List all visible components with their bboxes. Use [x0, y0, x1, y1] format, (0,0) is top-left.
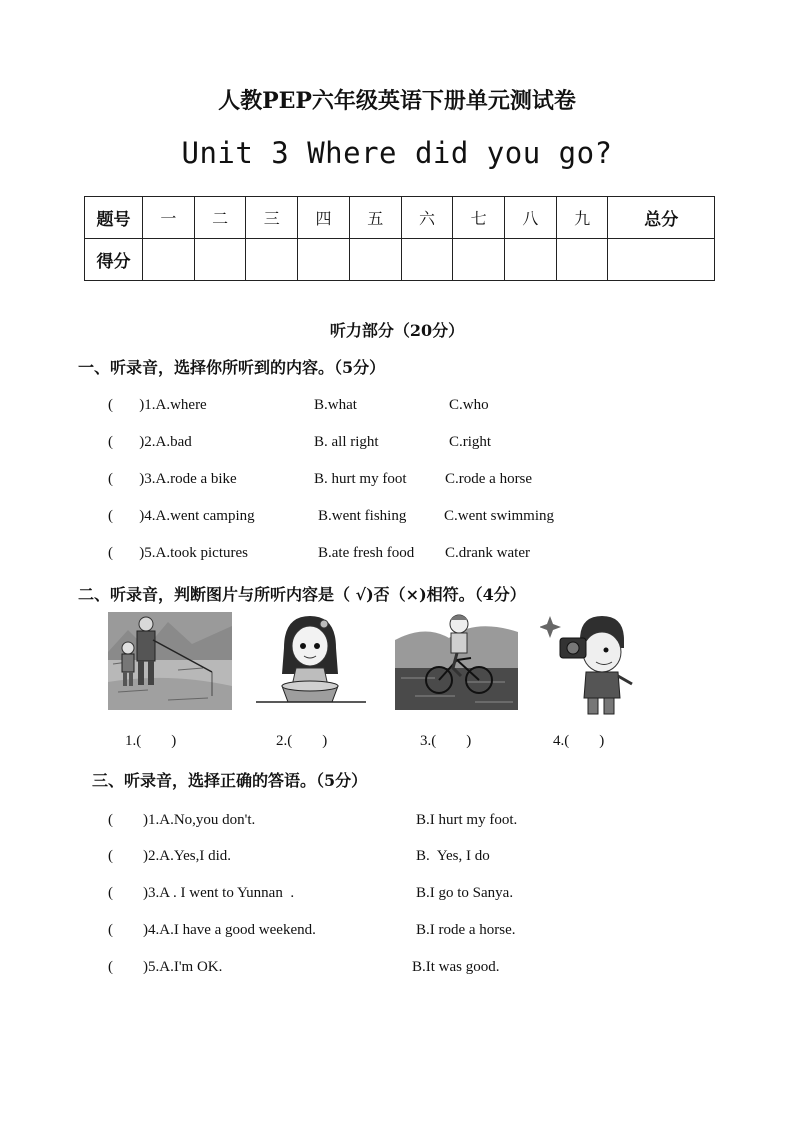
score-table-cell: 八	[505, 197, 557, 239]
fishing-picture	[108, 612, 232, 710]
s1-q2-b: B. all right	[314, 434, 379, 450]
s1-q4-c: C.went swimming	[444, 508, 555, 524]
score-table-cell: 题号	[85, 197, 143, 239]
s1-q5-a: ( )5.A.took pictures	[108, 545, 248, 561]
s1-q3-c: C.rode a horse	[445, 471, 533, 487]
listening-section-title: 听力部分（20分）	[329, 321, 465, 340]
score-cell-blank[interactable]	[401, 239, 453, 281]
s1-q1-c: C.who	[449, 397, 489, 413]
s3-q1-a: ( )1.A.No,you don't.	[108, 812, 256, 828]
page-title-english: Unit 3 Where did you go?	[181, 136, 613, 170]
s1-q2-c: C.right	[449, 434, 492, 450]
s1-q3-b: B. hurt my foot	[314, 471, 407, 487]
s3-q4-b: B.I rode a horse.	[416, 922, 516, 938]
score-cell-blank[interactable]	[349, 239, 401, 281]
picture-answer-2[interactable]: 2.( )	[276, 733, 328, 749]
score-table-cell: 九	[556, 197, 608, 239]
s1-q1-b: B.what	[314, 397, 357, 413]
score-table	[84, 196, 715, 281]
score-table-cell: 四	[298, 197, 350, 239]
page-title-chinese: 人教PEP六年级英语下册单元测试卷	[218, 88, 576, 114]
boy-taking-photo-picture	[540, 610, 636, 720]
score-cell-blank[interactable]	[608, 239, 715, 281]
score-table-cell: 二	[194, 197, 246, 239]
section3-title: 三、听录音，选择正确的答语。（5分）	[92, 771, 368, 790]
score-table-cell: 得分	[85, 239, 143, 281]
score-table-cell: 总分	[608, 197, 715, 239]
picture-answer-1[interactable]: 1.( )	[125, 733, 177, 749]
score-table-cell: 六	[401, 197, 453, 239]
score-table-header-row	[85, 197, 715, 239]
section1-title: 一、听录音，选择你所听到的内容。（5分）	[78, 358, 386, 377]
score-table-cell: 一	[143, 197, 195, 239]
girl-washing-picture	[246, 612, 376, 710]
s1-q4-a: ( )4.A.went camping	[108, 508, 255, 524]
s3-q3-a: ( )3.A . I went to Yunnan .	[108, 885, 295, 901]
s3-q1-b: B.I hurt my foot.	[416, 812, 518, 828]
score-cell-blank[interactable]	[143, 239, 195, 281]
score-cell-blank[interactable]	[194, 239, 246, 281]
s1-q5-b: B.ate fresh food	[318, 545, 415, 561]
boy-riding-bike-picture	[395, 610, 518, 710]
s3-q3-b: B.I go to Sanya.	[416, 885, 514, 901]
s1-q4-b: B.went fishing	[318, 508, 407, 524]
score-cell-blank[interactable]	[505, 239, 557, 281]
score-table-score-row	[85, 239, 715, 281]
s3-q2-b: B. Yes, I do	[416, 848, 490, 864]
score-cell-blank[interactable]	[298, 239, 350, 281]
score-table-cell: 五	[349, 197, 401, 239]
s1-q1-a: ( )1.A.where	[108, 397, 207, 413]
s3-q5-a: ( )5.A.I'm OK.	[108, 959, 223, 975]
score-cell-blank[interactable]	[556, 239, 608, 281]
score-table-cell: 七	[453, 197, 505, 239]
s1-q2-a: ( )2.A.bad	[108, 434, 192, 450]
picture-answer-4[interactable]: 4.( )	[553, 733, 605, 749]
score-table-cell: 三	[246, 197, 298, 239]
s1-q3-a: ( )3.A.rode a bike	[108, 471, 237, 487]
s3-q5-b: B.It was good.	[412, 959, 500, 975]
picture-answer-3[interactable]: 3.( )	[420, 733, 472, 749]
s3-q4-a: ( )4.A.I have a good weekend.	[108, 922, 316, 938]
s1-q5-c: C.drank water	[445, 545, 530, 561]
s3-q2-a: ( )2.A.Yes,I did.	[108, 848, 232, 864]
section2-title: 二、听录音，判断图片与所听内容是（ √)否（×)相符。（4分）	[78, 585, 526, 604]
score-cell-blank[interactable]	[246, 239, 298, 281]
score-cell-blank[interactable]	[453, 239, 505, 281]
